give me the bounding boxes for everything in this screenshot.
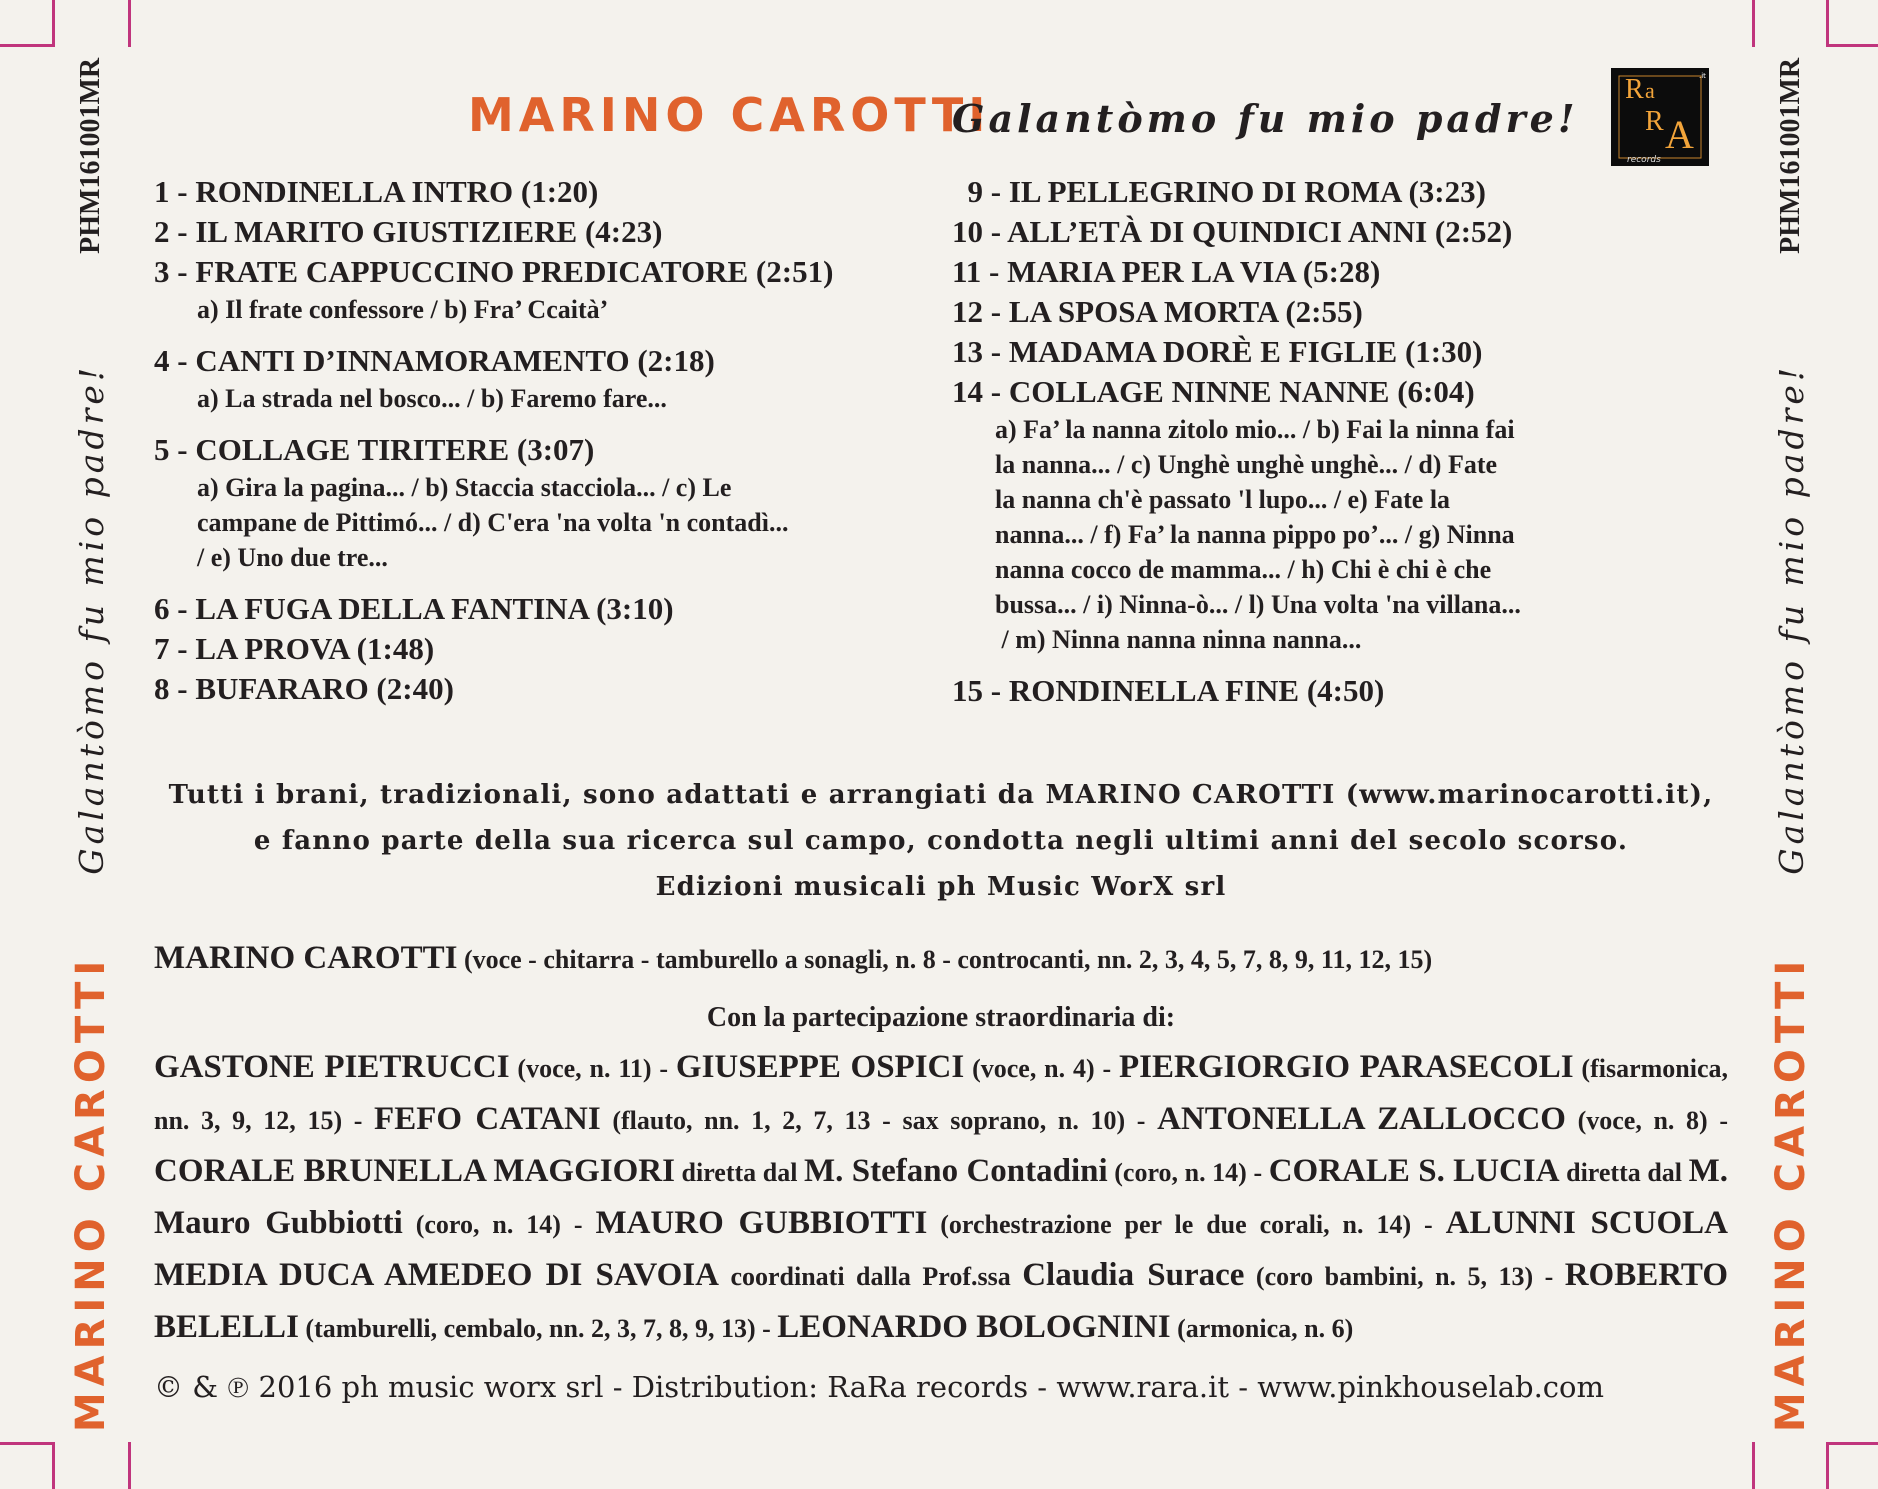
crop-mark bbox=[128, 1442, 131, 1489]
left-spine bbox=[56, 0, 126, 1489]
guest-role: (coro, n. 14) - bbox=[1107, 1158, 1269, 1187]
guest-role: (orchestrazione per le due corali, n. 14) - bbox=[927, 1210, 1446, 1239]
guest-role: (coro, n. 14) - bbox=[402, 1210, 596, 1239]
guest-role: (tamburelli, cembalo, nn. 2, 3, 7, 8, 9, 13) - bbox=[298, 1314, 778, 1343]
guest-name: FEFO CATANI bbox=[374, 1101, 601, 1137]
crop-mark bbox=[1826, 44, 1878, 47]
guest-name: MAURO GUBBIOTTI bbox=[595, 1205, 928, 1241]
crop-mark bbox=[0, 1442, 52, 1445]
guest-name: GASTONE PIETRUCCI bbox=[154, 1049, 510, 1085]
spacer bbox=[154, 416, 833, 430]
track-title: 4 - CANTI D’INNAMORAMENTO (2:18) bbox=[154, 343, 715, 378]
track-subtitle: a) Gira la pagina... / b) Staccia stacciola... / c) Le bbox=[197, 473, 732, 502]
notes-line: Tutti i brani, tradizionali, sono adattati e arrangiati da MARINO CAROTTI (www.marinocarotti.it), bbox=[168, 780, 1714, 810]
guest-role: (voce, n. 8) - bbox=[1565, 1106, 1729, 1135]
track-subtitle: nanna cocco de mamma... / h) Chi è chi è che bbox=[995, 555, 1492, 584]
track-title: 2 - IL MARITO GIUSTIZIERE (4:23) bbox=[154, 214, 663, 249]
track-title: 1 - RONDINELLA INTRO (1:20) bbox=[154, 174, 599, 209]
guest-name: M. Mauro Gubbiotti bbox=[154, 1153, 1729, 1241]
svg-text:R: R bbox=[1645, 106, 1664, 137]
guest-name: ALUNNI SCUOLA MEDIA DUCA AMEDEO DI SAVOIA bbox=[154, 1205, 1729, 1293]
track-subtitle: / m) Ninna nanna ninna nanna... bbox=[995, 625, 1362, 654]
guest-role: (coro bambini, n. 5, 13) - bbox=[1244, 1262, 1565, 1291]
rara-records-logo-icon bbox=[1611, 68, 1709, 166]
track-subtitle: la nanna... / c) Unghè unghè unghè... / d) Fate bbox=[995, 450, 1498, 479]
guest-role: (voce, n. 11) - bbox=[509, 1054, 676, 1083]
guest-role: (fisarmonica, nn. 3, 9, 12, 15) - bbox=[154, 1054, 1728, 1135]
spacer bbox=[952, 657, 1521, 671]
crop-mark bbox=[1826, 0, 1829, 47]
credit-role: (voce - chitarra - tamburello a sonagli, n. 8 - controcanti, nn. 2, 3, 4, 5, 7, 8, 9, 11, 12, 15) bbox=[457, 945, 1433, 974]
tracklist-right bbox=[952, 172, 1521, 711]
svg-text:A: A bbox=[1665, 112, 1694, 157]
crop-mark bbox=[0, 44, 52, 47]
credit-name: MARINO CAROTTI bbox=[154, 940, 458, 976]
spacer bbox=[154, 327, 833, 341]
track-title: 15 - RONDINELLA FINE (4:50) bbox=[952, 673, 1385, 708]
svg-text:R: R bbox=[1625, 74, 1644, 105]
guest-name: GIUSEPPE OSPICI bbox=[675, 1049, 965, 1085]
guest-role: coordinati dalla Prof.ssa bbox=[719, 1262, 1023, 1291]
crop-mark bbox=[52, 1442, 55, 1489]
spine-title: Galantòmo fu mio padre! bbox=[1771, 363, 1811, 875]
guest-name: CORALE S. LUCIA bbox=[1268, 1153, 1560, 1189]
svg-text:a: a bbox=[1645, 78, 1655, 103]
spine-title: Galantòmo fu mio padre! bbox=[71, 363, 111, 875]
crop-mark bbox=[1826, 1442, 1878, 1445]
track-title: 5 - COLLAGE TIRITERE (3:07) bbox=[154, 432, 595, 467]
guest-name: PIERGIORGIO PARASECOLI bbox=[1119, 1049, 1574, 1085]
header-artist: MARINO CAROTTI bbox=[468, 88, 991, 142]
spine-artist: MARINO CAROTTI bbox=[68, 954, 114, 1432]
track-title: 10 - ALL’ETÀ DI QUINDICI ANNI (2:52) bbox=[952, 214, 1513, 249]
crop-mark bbox=[1752, 1442, 1755, 1489]
spine-catalog-code: PHM161001MR bbox=[1775, 57, 1806, 254]
main-artist-credit bbox=[154, 940, 1432, 977]
notes-line: e fanno parte della sua ricerca sul campo, condotta negli ultimi anni del secolo scorso. bbox=[253, 826, 1629, 856]
track-subtitle: nanna... / f) Fa’ la nanna pippo po’... / g) Ninna bbox=[995, 520, 1515, 549]
track-title: 12 - LA SPOSA MORTA (2:55) bbox=[952, 294, 1363, 329]
track-subtitle: / e) Uno due tre... bbox=[197, 543, 388, 572]
track-subtitle: campane de Pittimó... / d) C'era 'na volta 'n contadì... bbox=[197, 508, 789, 537]
svg-text:records: records bbox=[1627, 155, 1661, 165]
spine-catalog-code: PHM161001MR bbox=[75, 57, 106, 254]
track-title: 3 - FRATE CAPPUCCINO PREDICATORE (2:51) bbox=[154, 254, 834, 289]
guest-name: M. Stefano Contadini bbox=[804, 1153, 1108, 1189]
crop-mark bbox=[1752, 0, 1755, 47]
guest-name: ANTONELLA ZALLOCCO bbox=[1157, 1101, 1566, 1137]
track-subtitle: a) Il frate confessore / b) Fra’ Ccaità’ bbox=[197, 295, 609, 324]
track-title: 6 - LA FUGA DELLA FANTINA (3:10) bbox=[154, 591, 674, 626]
track-title: 13 - MADAMA DORÈ E FIGLIE (1:30) bbox=[952, 334, 1483, 369]
spacer bbox=[154, 575, 833, 589]
track-title: 9 - IL PELLEGRINO DI ROMA (3:23) bbox=[952, 174, 1486, 209]
track-subtitle: a) La strada nel bosco... / b) Faremo fare... bbox=[197, 384, 667, 413]
track-subtitle: a) Fa’ la nanna zitolo mio... / b) Fai la ninna fai bbox=[995, 415, 1515, 444]
notes-line: Edizioni musicali ph Music WorX srl bbox=[655, 872, 1227, 902]
guest-role: diretta dal bbox=[674, 1158, 805, 1187]
copyright-line: © & ℗ 2016 ph music worx srl - Distribution: RaRa records - www.rara.it - www.pinkhouselab.com bbox=[154, 1370, 1604, 1404]
header-album-title: Galantòmo fu mio padre! bbox=[952, 96, 1579, 141]
participation-heading: Con la partecipazione straordinaria di: bbox=[706, 1002, 1176, 1033]
guest-name: ROBERTO BELELLI bbox=[154, 1257, 1728, 1345]
arrangement-notes bbox=[154, 772, 1728, 910]
guest-role: diretta dal bbox=[1559, 1158, 1689, 1187]
guest-name: LEONARDO BOLOGNINI bbox=[777, 1309, 1171, 1345]
track-title: 14 - COLLAGE NINNE NANNE (6:04) bbox=[952, 374, 1475, 409]
crop-mark bbox=[128, 0, 131, 47]
track-title: 11 - MARIA PER LA VIA (5:28) bbox=[952, 254, 1381, 289]
track-title: 7 - LA PROVA (1:48) bbox=[154, 631, 435, 666]
svg-text:.it: .it bbox=[1699, 72, 1706, 80]
guest-name: Claudia Surace bbox=[1022, 1257, 1245, 1293]
track-title: 8 - BUFARARO (2:40) bbox=[154, 671, 454, 706]
crop-mark bbox=[52, 0, 55, 47]
tracklist-left bbox=[154, 172, 833, 709]
guest-role: (armonica, n. 6) bbox=[1170, 1314, 1354, 1343]
spine-artist: MARINO CAROTTI bbox=[1768, 954, 1814, 1432]
guest-role: (voce, n. 4) - bbox=[964, 1054, 1119, 1083]
guest-credits bbox=[154, 1044, 1728, 1356]
track-subtitle: la nanna ch'è passato 'l lupo... / e) Fate la bbox=[995, 485, 1451, 514]
guest-name: CORALE BRUNELLA MAGGIORI bbox=[154, 1153, 675, 1189]
right-spine bbox=[1756, 0, 1826, 1489]
track-subtitle: bussa... / i) Ninna-ò... / l) Una volta 'na villana... bbox=[995, 590, 1521, 619]
guest-role: (flauto, nn. 1, 2, 7, 13 - sax soprano, n. 10) - bbox=[600, 1106, 1158, 1135]
crop-mark bbox=[1826, 1442, 1829, 1489]
